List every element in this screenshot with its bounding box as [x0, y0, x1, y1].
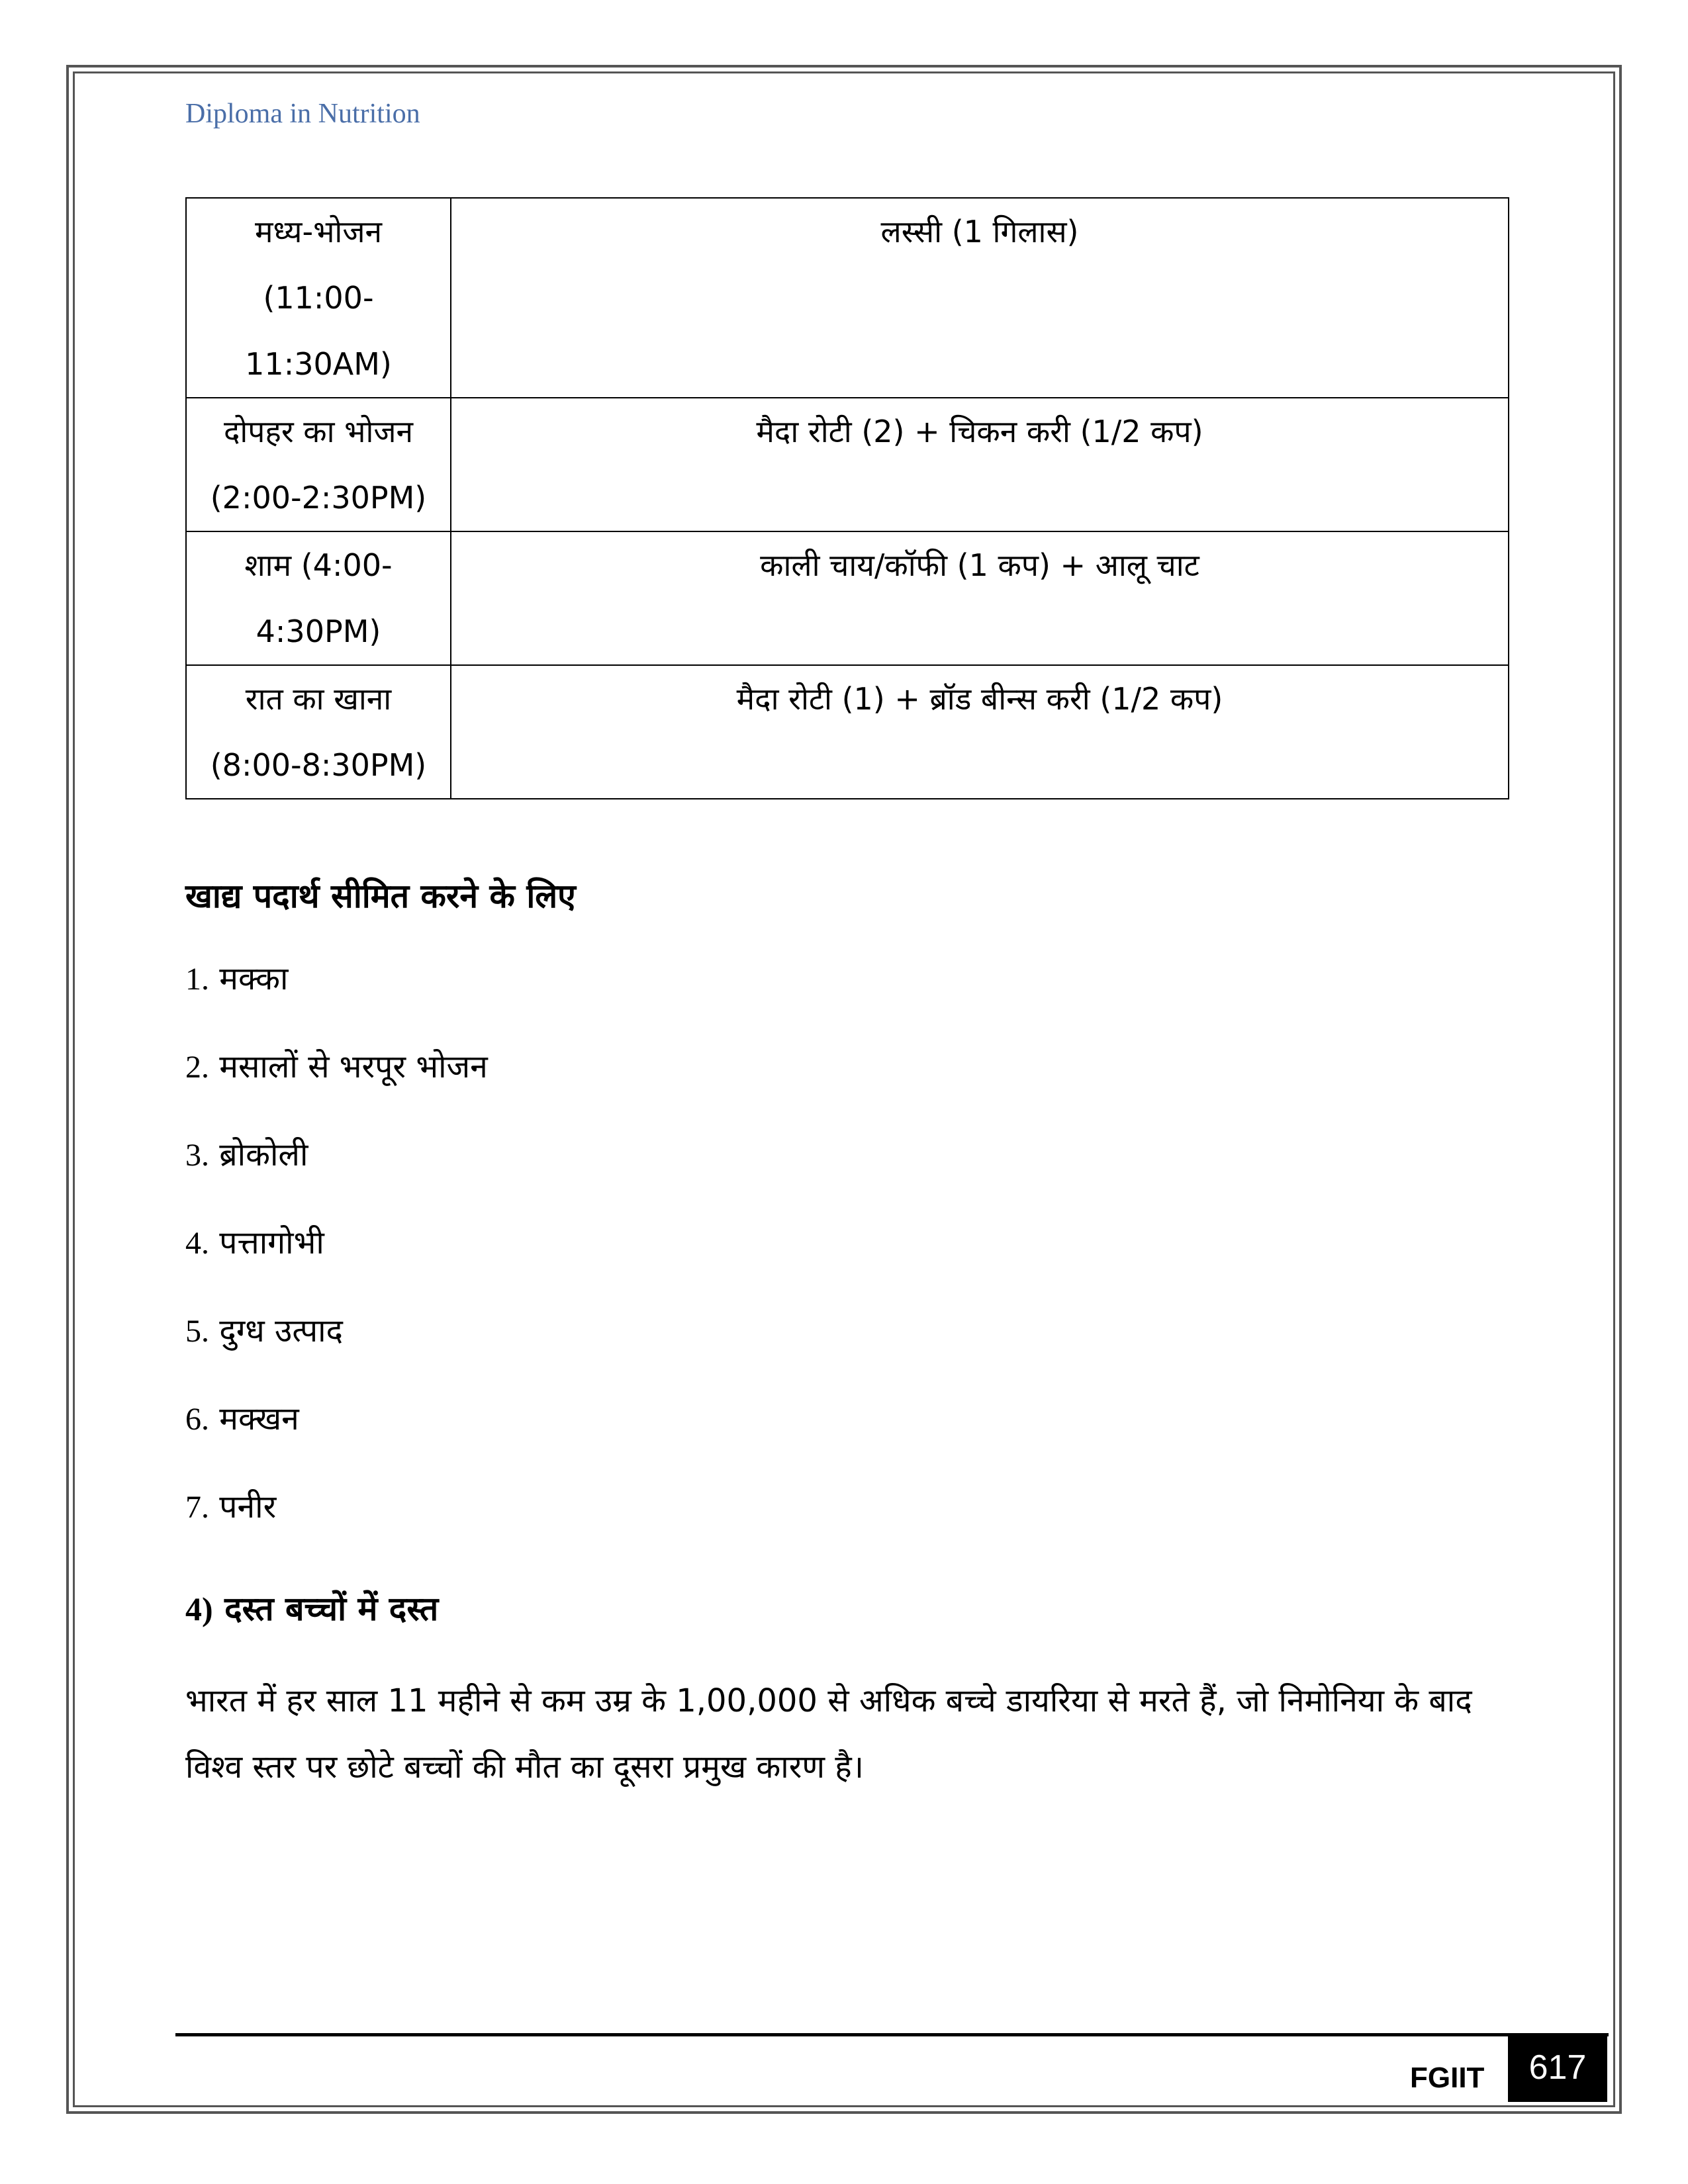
meal-time-line: रात का खाना: [245, 681, 392, 717]
table-row: [186, 531, 1509, 665]
list-item: [185, 1044, 488, 1132]
meal-time-line: (8:00-8:30PM): [210, 747, 427, 783]
list-item-number: 2.: [185, 1050, 209, 1085]
list-item-text: मक्खन: [219, 1400, 299, 1437]
list-item-number: 6.: [185, 1402, 209, 1437]
meal-time-line: (2:00-2:30PM): [210, 480, 427, 516]
meal-plan-table: [185, 197, 1509, 799]
list-item: [185, 1132, 488, 1220]
meal-time-line: 4:30PM): [256, 614, 381, 649]
footer-brand: FGIIT: [1410, 2062, 1485, 2094]
list-item-text: ब्रोकोली: [219, 1136, 308, 1173]
table-row: [186, 198, 1509, 398]
meal-food-cell: लस्सी (1 गिलास): [451, 198, 1509, 398]
section-title: दस्त बच्चों में दस्त: [224, 1590, 439, 1628]
list-item: [185, 1484, 488, 1572]
limit-foods-list: [185, 956, 488, 1572]
section-number: 4): [185, 1590, 213, 1627]
list-item: [185, 1220, 488, 1308]
meal-time-cell: [186, 398, 451, 531]
limit-foods-heading: खाद्य पदार्थ सीमित करने के लिए: [185, 877, 576, 915]
meal-food-cell: काली चाय/कॉफी (1 कप) + आलू चाट: [451, 531, 1509, 665]
meal-time-line: मध्य-भोजन: [255, 214, 382, 250]
footer-rule: [175, 2033, 1609, 2036]
list-item-number: 3.: [185, 1138, 209, 1173]
list-item-text: पनीर: [219, 1488, 277, 1525]
table-row: [186, 665, 1509, 799]
list-item-text: मसालों से भरपूर भोजन: [219, 1048, 488, 1085]
meal-food-cell: मैदा रोटी (1) + ब्रॉड बीन्स करी (1/2 कप): [451, 665, 1509, 799]
meal-time-cell: [186, 531, 451, 665]
list-item: [185, 956, 488, 1044]
list-item-text: दुग्ध उत्पाद: [219, 1312, 344, 1349]
list-item-text: पत्तागोभी: [219, 1224, 324, 1261]
meal-time-line: शाम (4:00-: [244, 547, 393, 583]
list-item-number: 5.: [185, 1314, 209, 1349]
running-header: Diploma in Nutrition: [185, 99, 420, 129]
list-item: [185, 1396, 488, 1484]
table-row: [186, 398, 1509, 531]
list-item-text: मक्का: [219, 960, 289, 997]
diarrhea-heading: [185, 1585, 438, 1630]
list-item: [185, 1308, 488, 1396]
meal-food-cell: मैदा रोटी (2) + चिकन करी (1/2 कप): [451, 398, 1509, 531]
meal-time-cell: [186, 198, 451, 398]
list-item-number: 1.: [185, 962, 209, 997]
diarrhea-paragraph: भारत में हर साल 11 महीने से कम उम्र के 1,00,000 से अधिक बच्चे डायरिया से मरते हैं, जो निमोनिया के बाद विश्व स्तर पर छोटे बच्चों की मौत का दूसरा प्रमुख कारण है।: [185, 1682, 1472, 1786]
meal-time-line: 11:30AM): [245, 346, 392, 382]
page-number: 617: [1508, 2033, 1607, 2102]
meal-time-line: (11:00-: [263, 280, 374, 316]
meal-time-cell: [186, 665, 451, 799]
list-item-number: 7.: [185, 1490, 209, 1525]
meal-time-line: दोपहर का भोजन: [223, 414, 414, 449]
list-item-number: 4.: [185, 1226, 209, 1261]
